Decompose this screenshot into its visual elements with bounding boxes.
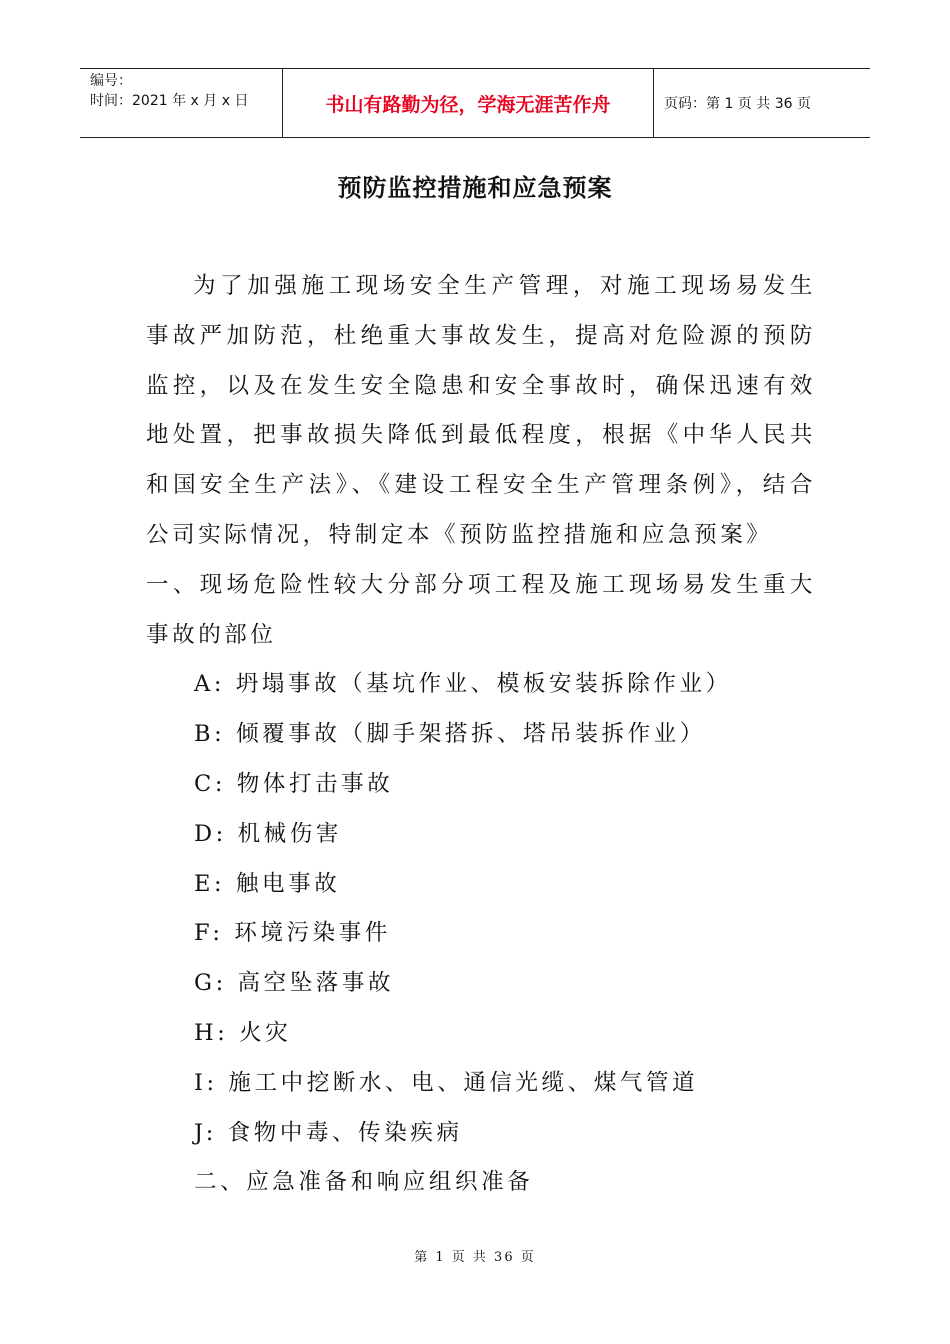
list-item: B: 倾覆事故（脚手架搭拆、塔吊装拆作业） <box>194 721 706 748</box>
header-page-cell <box>654 69 870 137</box>
list-item: C: 物体打击事故 <box>194 770 394 797</box>
header-motto-cell <box>282 69 654 137</box>
document-title: 预防监控措施和应急预案 <box>337 174 613 202</box>
page-footer: 第 1 页 共 36 页 <box>414 1250 536 1265</box>
list-item: E: 触电事故 <box>194 870 341 897</box>
section2-heading: 二、应急准备和响应组织准备 <box>194 1169 534 1196</box>
number-label: 编号： <box>90 73 132 89</box>
header-meta <box>80 69 282 137</box>
motto-text: 书山有路勤为径，学海无涯苦作舟 <box>325 93 611 116</box>
section1-heading: 一、现场危险性较大分部分项工程及施工现场易发生重大事故的部位 <box>146 571 816 648</box>
document-body <box>146 262 816 1208</box>
list-item: J: 食物中毒、传染疾病 <box>194 1119 463 1146</box>
list-item: F: 环境污染事件 <box>194 920 391 947</box>
list-item: G: 高空坠落事故 <box>194 970 395 997</box>
intro-paragraph: 为了加强施工现场安全生产管理，对施工现场易发生事故严加防范，杜绝重大事故发生，提高对危险源的预防监控，以及在发生安全隐患和安全事故时，确保迅速有效地处置，把事故损失降低到最低程度，根据《中华人民共和国安全生产法》、《建设工程安全生产管理条例》，结合公司实际情况，特制定本《预防监控措施和应急预案》 <box>146 273 816 548</box>
document-header <box>80 68 870 138</box>
list-item: D: 机械伤害 <box>194 820 342 847</box>
list-item: A: 坍塌事故（基坑作业、模板安装拆除作业） <box>194 671 732 698</box>
page-label: 页码：第 1 页 共 36 页 <box>664 96 811 112</box>
list-item: I: 施工中挖断水、电、通信光缆、煤气管道 <box>194 1069 699 1096</box>
list-item: H: 火灾 <box>194 1019 292 1046</box>
time-label: 时间：2021 年 x 月 x 日 <box>90 93 249 109</box>
